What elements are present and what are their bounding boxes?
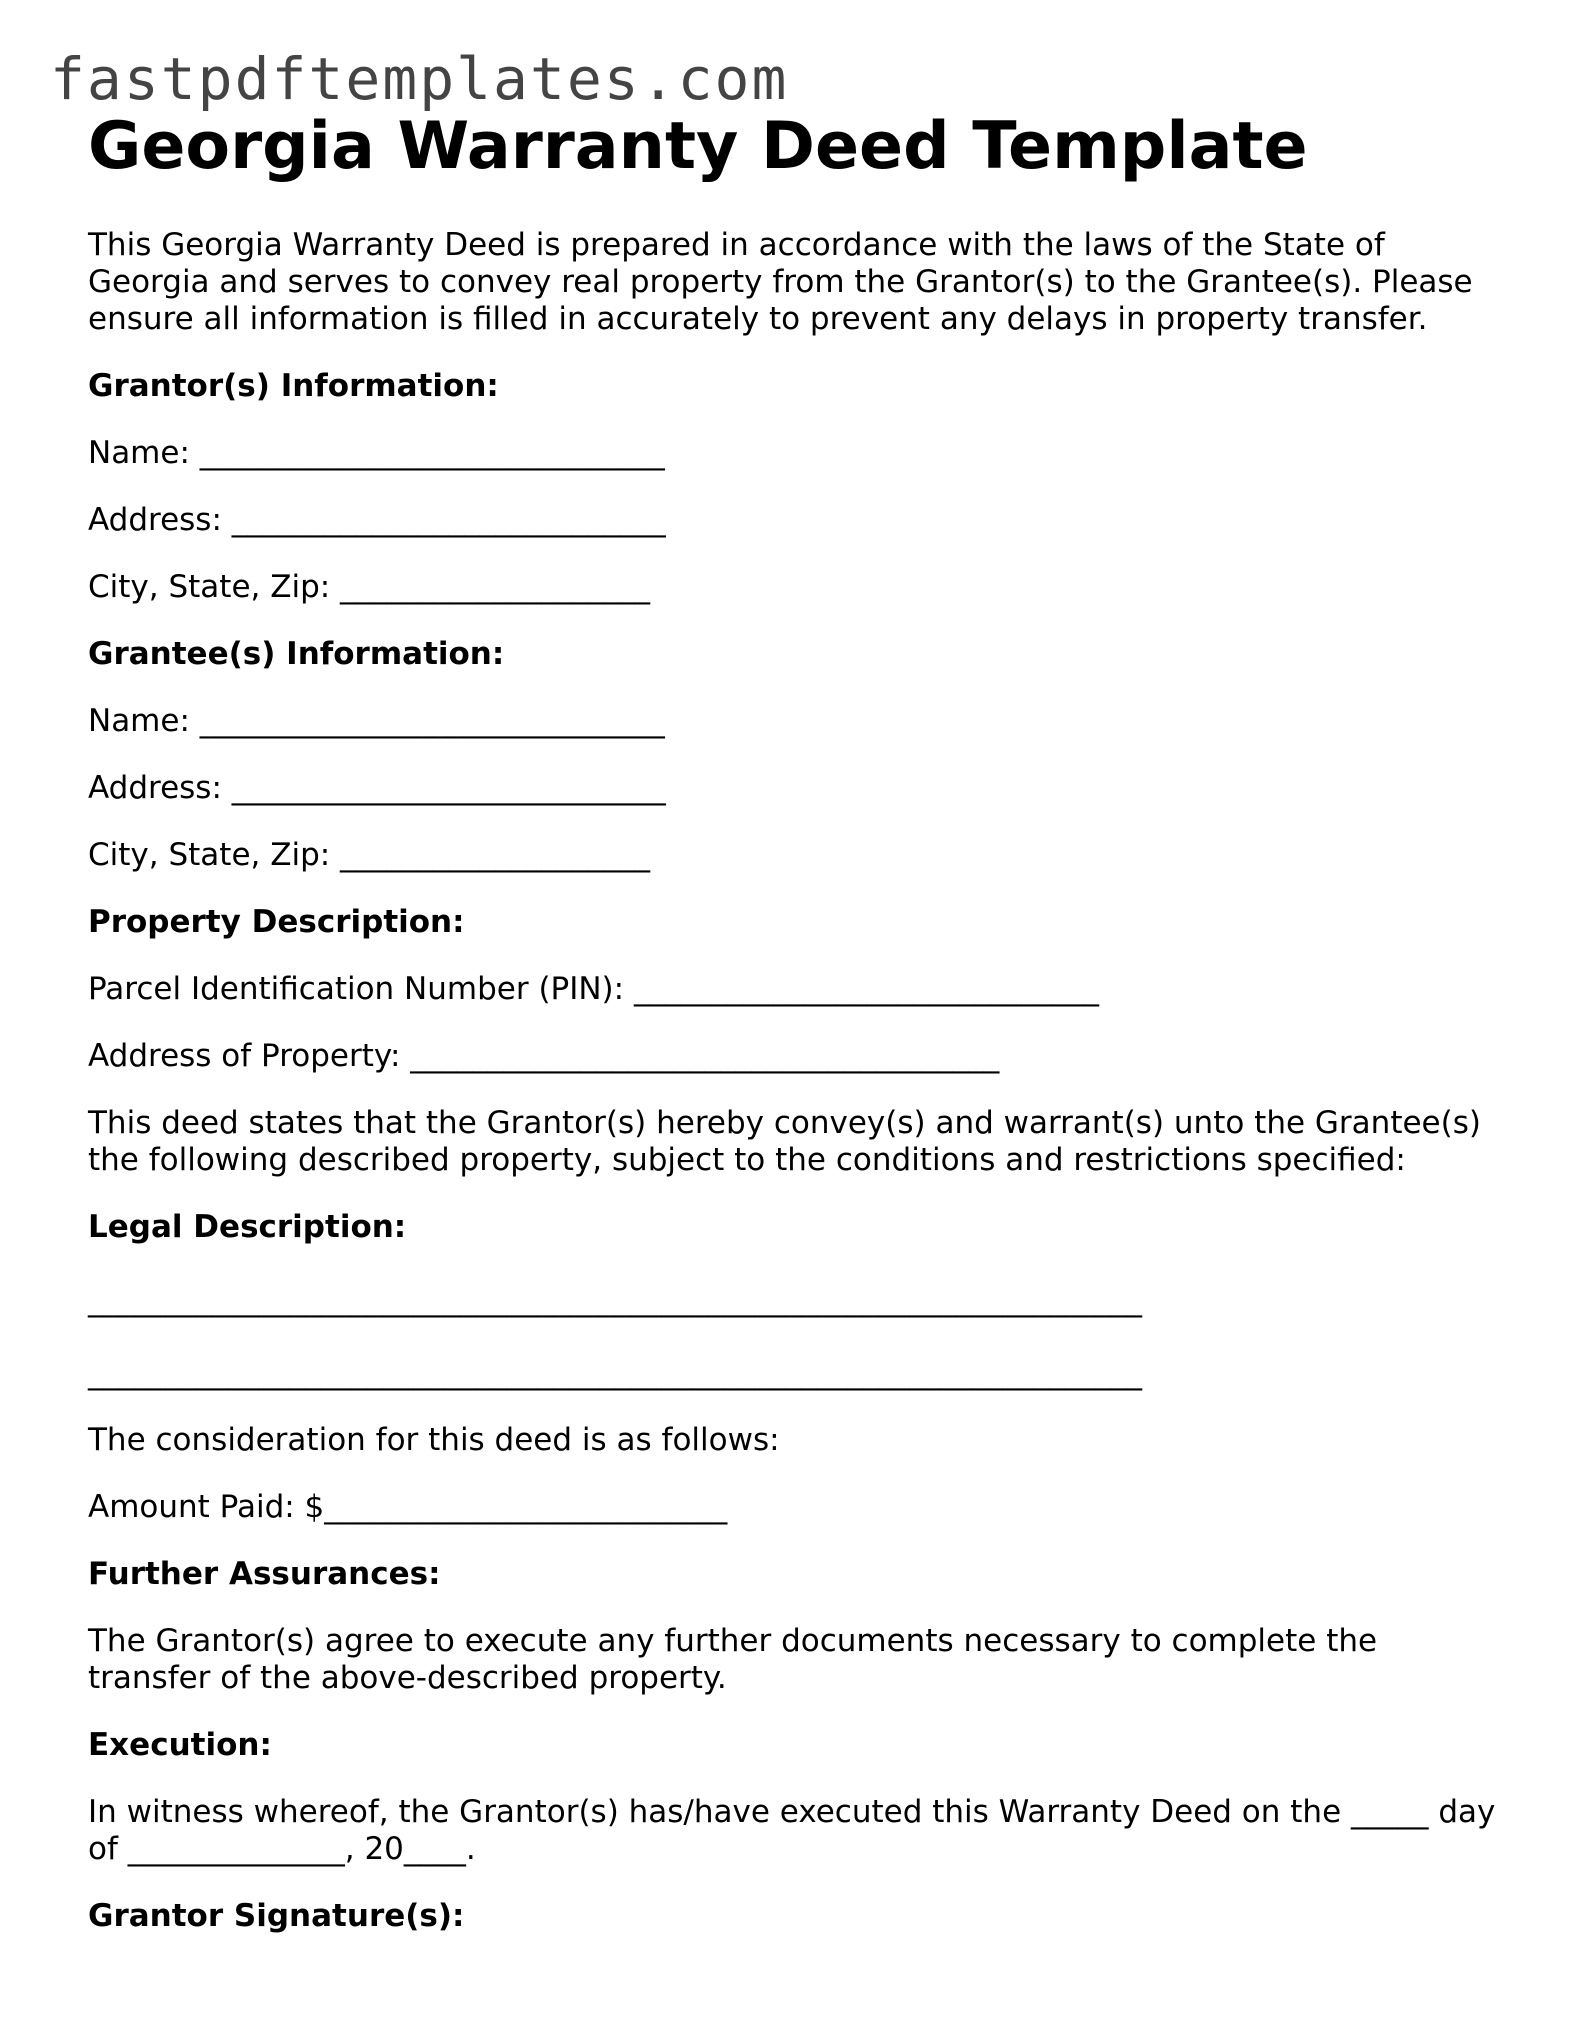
consideration-text: The consideration for this deed is as follows: [88, 1421, 780, 1458]
execution-text: In witness whereof, the Grantor(s) has/have executed this Warranty Deed on the _____ day of ______________, 20____. [88, 1793, 1496, 1867]
execution-heading: Execution: [88, 1726, 272, 1763]
grantor-address-field[interactable]: Address: ____________________________ [88, 501, 666, 538]
grantee-city-state-zip-field[interactable]: City, State, Zip: ____________________ [88, 836, 651, 873]
grantee-heading: Grantee(s) Information: [88, 635, 505, 672]
grantor-heading: Grantor(s) Information: [88, 367, 499, 404]
page-title: Georgia Warranty Deed Template [88, 109, 1308, 184]
grantee-name-field[interactable]: Name: ______________________________ [88, 702, 665, 739]
grantor-signatures-heading: Grantor Signature(s): [88, 1897, 465, 1934]
amount-paid-field[interactable]: Amount Paid: $__________________________ [88, 1488, 728, 1525]
document-page [88, 110, 1508, 1965]
intro-paragraph: This Georgia Warranty Deed is prepared in accordance with the laws of the State of Georgia and serves to convey real property from the Grantor(s) to the Grantee(s). Please ensure all information is filled in accurately to prevent any delays in property transfer. [88, 226, 1473, 337]
legal-description-line-1[interactable]: ____________________________________________________________________ [88, 1281, 1142, 1318]
grantor-name-field[interactable]: Name: ______________________________ [88, 434, 665, 471]
watermark: fastpdftemplates.com [50, 45, 789, 113]
further-assurances-text: The Grantor(s) agree to execute any further documents necessary to complete the transfer of the above-described property. [88, 1622, 1378, 1696]
legal-description-heading: Legal Description: [88, 1208, 407, 1245]
property-heading: Property Description: [88, 903, 465, 940]
legal-description-line-2[interactable]: ____________________________________________________________________ [88, 1354, 1142, 1391]
grantor-city-state-zip-field[interactable]: City, State, Zip: ____________________ [88, 568, 651, 605]
further-assurances-heading: Further Assurances: [88, 1555, 441, 1592]
property-address-field[interactable]: Address of Property: ______________________________________ [88, 1037, 1000, 1074]
grantee-address-field[interactable]: Address: ____________________________ [88, 769, 666, 806]
parcel-pin-field[interactable]: Parcel Identification Number (PIN): ______________________________ [88, 970, 1099, 1007]
conveyance-statement: This deed states that the Grantor(s) hereby convey(s) and warrant(s) unto the Grantee(s) the following described property, subject to the conditions and restrictions specified: [88, 1104, 1481, 1178]
